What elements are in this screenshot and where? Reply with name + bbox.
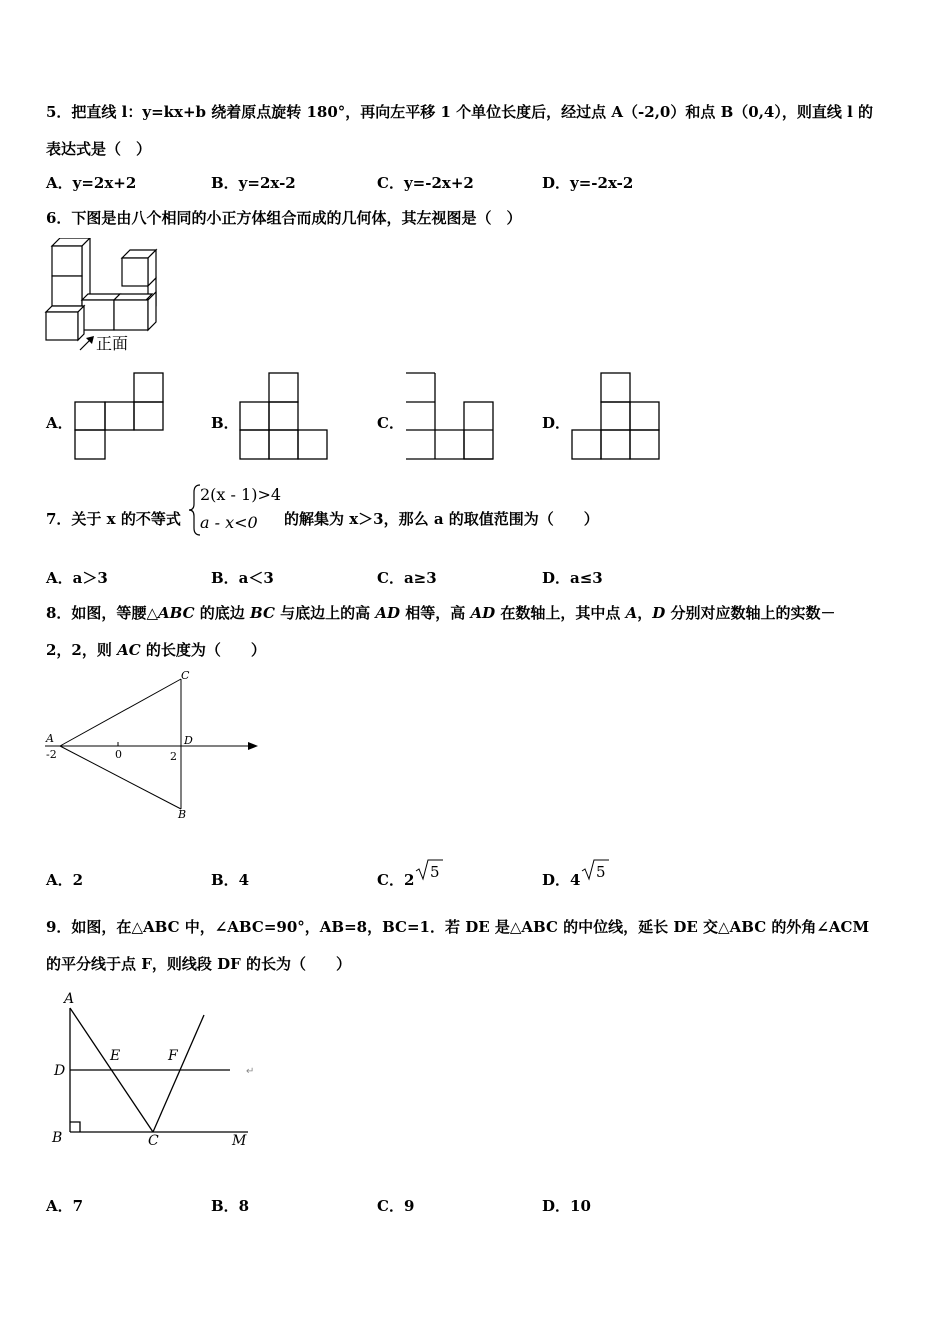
q8-figure [40, 666, 270, 826]
q6-option-d-figure [571, 372, 663, 462]
q8-option-c-radicand: 5 [430, 863, 440, 881]
q9-option-b: B．8 [211, 1197, 250, 1215]
q9-option-c: C．9 [377, 1197, 415, 1215]
q6-front-label: 正面 [96, 334, 129, 353]
q8-stem-line1: 8．如图，等腰△ABC 的底边 BC 与底边上的高 AD 相等，高 AD 在数轴上，其中点 A，D 分别对应数轴上的实数－ [46, 604, 836, 622]
return-mark-icon: ↵ [246, 1066, 255, 1077]
q7-option-a: A．a＞3 [46, 569, 108, 587]
q5-option-b: B．y=2x-2 [211, 174, 296, 192]
q9-option-d: D．10 [542, 1197, 591, 1215]
q6-option-b-label: B． [211, 414, 239, 432]
q6-option-b-figure [239, 372, 331, 462]
q8-label-minus2: -2 [46, 748, 57, 761]
q6-option-a-figure [74, 372, 166, 462]
q8-option-c: C．2 [377, 871, 415, 889]
q7-option-b: B．a＜3 [211, 569, 274, 587]
q7-option-d: D．a≤3 [542, 569, 603, 587]
q6-option-c-label: C． [377, 414, 404, 432]
q7-inequality-2: a - x<0 [200, 513, 258, 532]
q5-stem-line2: 表达式是（ ） [46, 140, 152, 158]
q9-label-f: F [168, 1048, 178, 1064]
q9-label-a: A [64, 991, 75, 1007]
q5-option-d: D．y=-2x-2 [542, 174, 634, 192]
q8-label-zero: 0 [115, 748, 122, 761]
q8-option-a: A．2 [46, 871, 84, 889]
q9-figure [44, 988, 264, 1150]
q8-option-b: B．4 [211, 871, 250, 889]
q8-stem-line2: 2，2，则 AC 的长度为（ ） [46, 641, 266, 659]
q9-label-e: E [110, 1048, 121, 1064]
q6-option-a-label: A． [46, 414, 73, 432]
q8-option-d: D．4 [542, 871, 581, 889]
q9-option-a: A．7 [46, 1197, 84, 1215]
q8-option-d-sqrt [580, 857, 610, 883]
q8-option-c-sqrt [414, 857, 444, 883]
q9-stem-line2: 的平分线于点 F，则线段 DF 的长为（ ） [46, 955, 351, 973]
q9-label-b: B [52, 1130, 63, 1146]
q5-option-a: A．y=2x+2 [46, 174, 137, 192]
q6-option-c-figure [405, 372, 497, 462]
q8-label-b: B [178, 808, 187, 821]
q7-option-c: C．a≥3 [377, 569, 437, 587]
q6-option-d-label: D． [542, 414, 571, 432]
q9-label-d: D [54, 1063, 66, 1079]
q7-stem-post: 的解集为 x＞3，那么 a 的取值范围为（ ） [284, 510, 599, 528]
q5-stem-line1: 5．把直线 l：y=kx+b 绕着原点旋转 180°，再向左平移 1 个单位长度后，经过点 A（-2,0）和点 B（0,4），则直线 l 的 [46, 103, 873, 121]
q9-stem-line1: 9．如图，在△ABC 中，∠ABC=90°，AB=8，BC=1．若 DE 是△ABC 的中位线，延长 DE 交△ABC 的外角∠ACM [46, 918, 870, 936]
q8-label-d: D [184, 734, 193, 747]
q5-option-c: C．y=-2x+2 [377, 174, 474, 192]
q8-label-two: 2 [170, 750, 177, 763]
q8-label-a: A [46, 732, 54, 745]
q8-label-c: C [181, 669, 190, 682]
q7-stem-pre: 7．关于 x 的不等式 [46, 510, 181, 528]
q6-stem: 6．下图是由八个相同的小正方体组合而成的几何体，其左视图是（ ） [46, 209, 522, 227]
q9-label-c: C [148, 1133, 159, 1149]
q9-label-m: M [232, 1133, 247, 1149]
q7-inequality-1: 2(x - 1)>4 [200, 485, 282, 504]
q8-option-d-radicand: 5 [596, 863, 606, 881]
